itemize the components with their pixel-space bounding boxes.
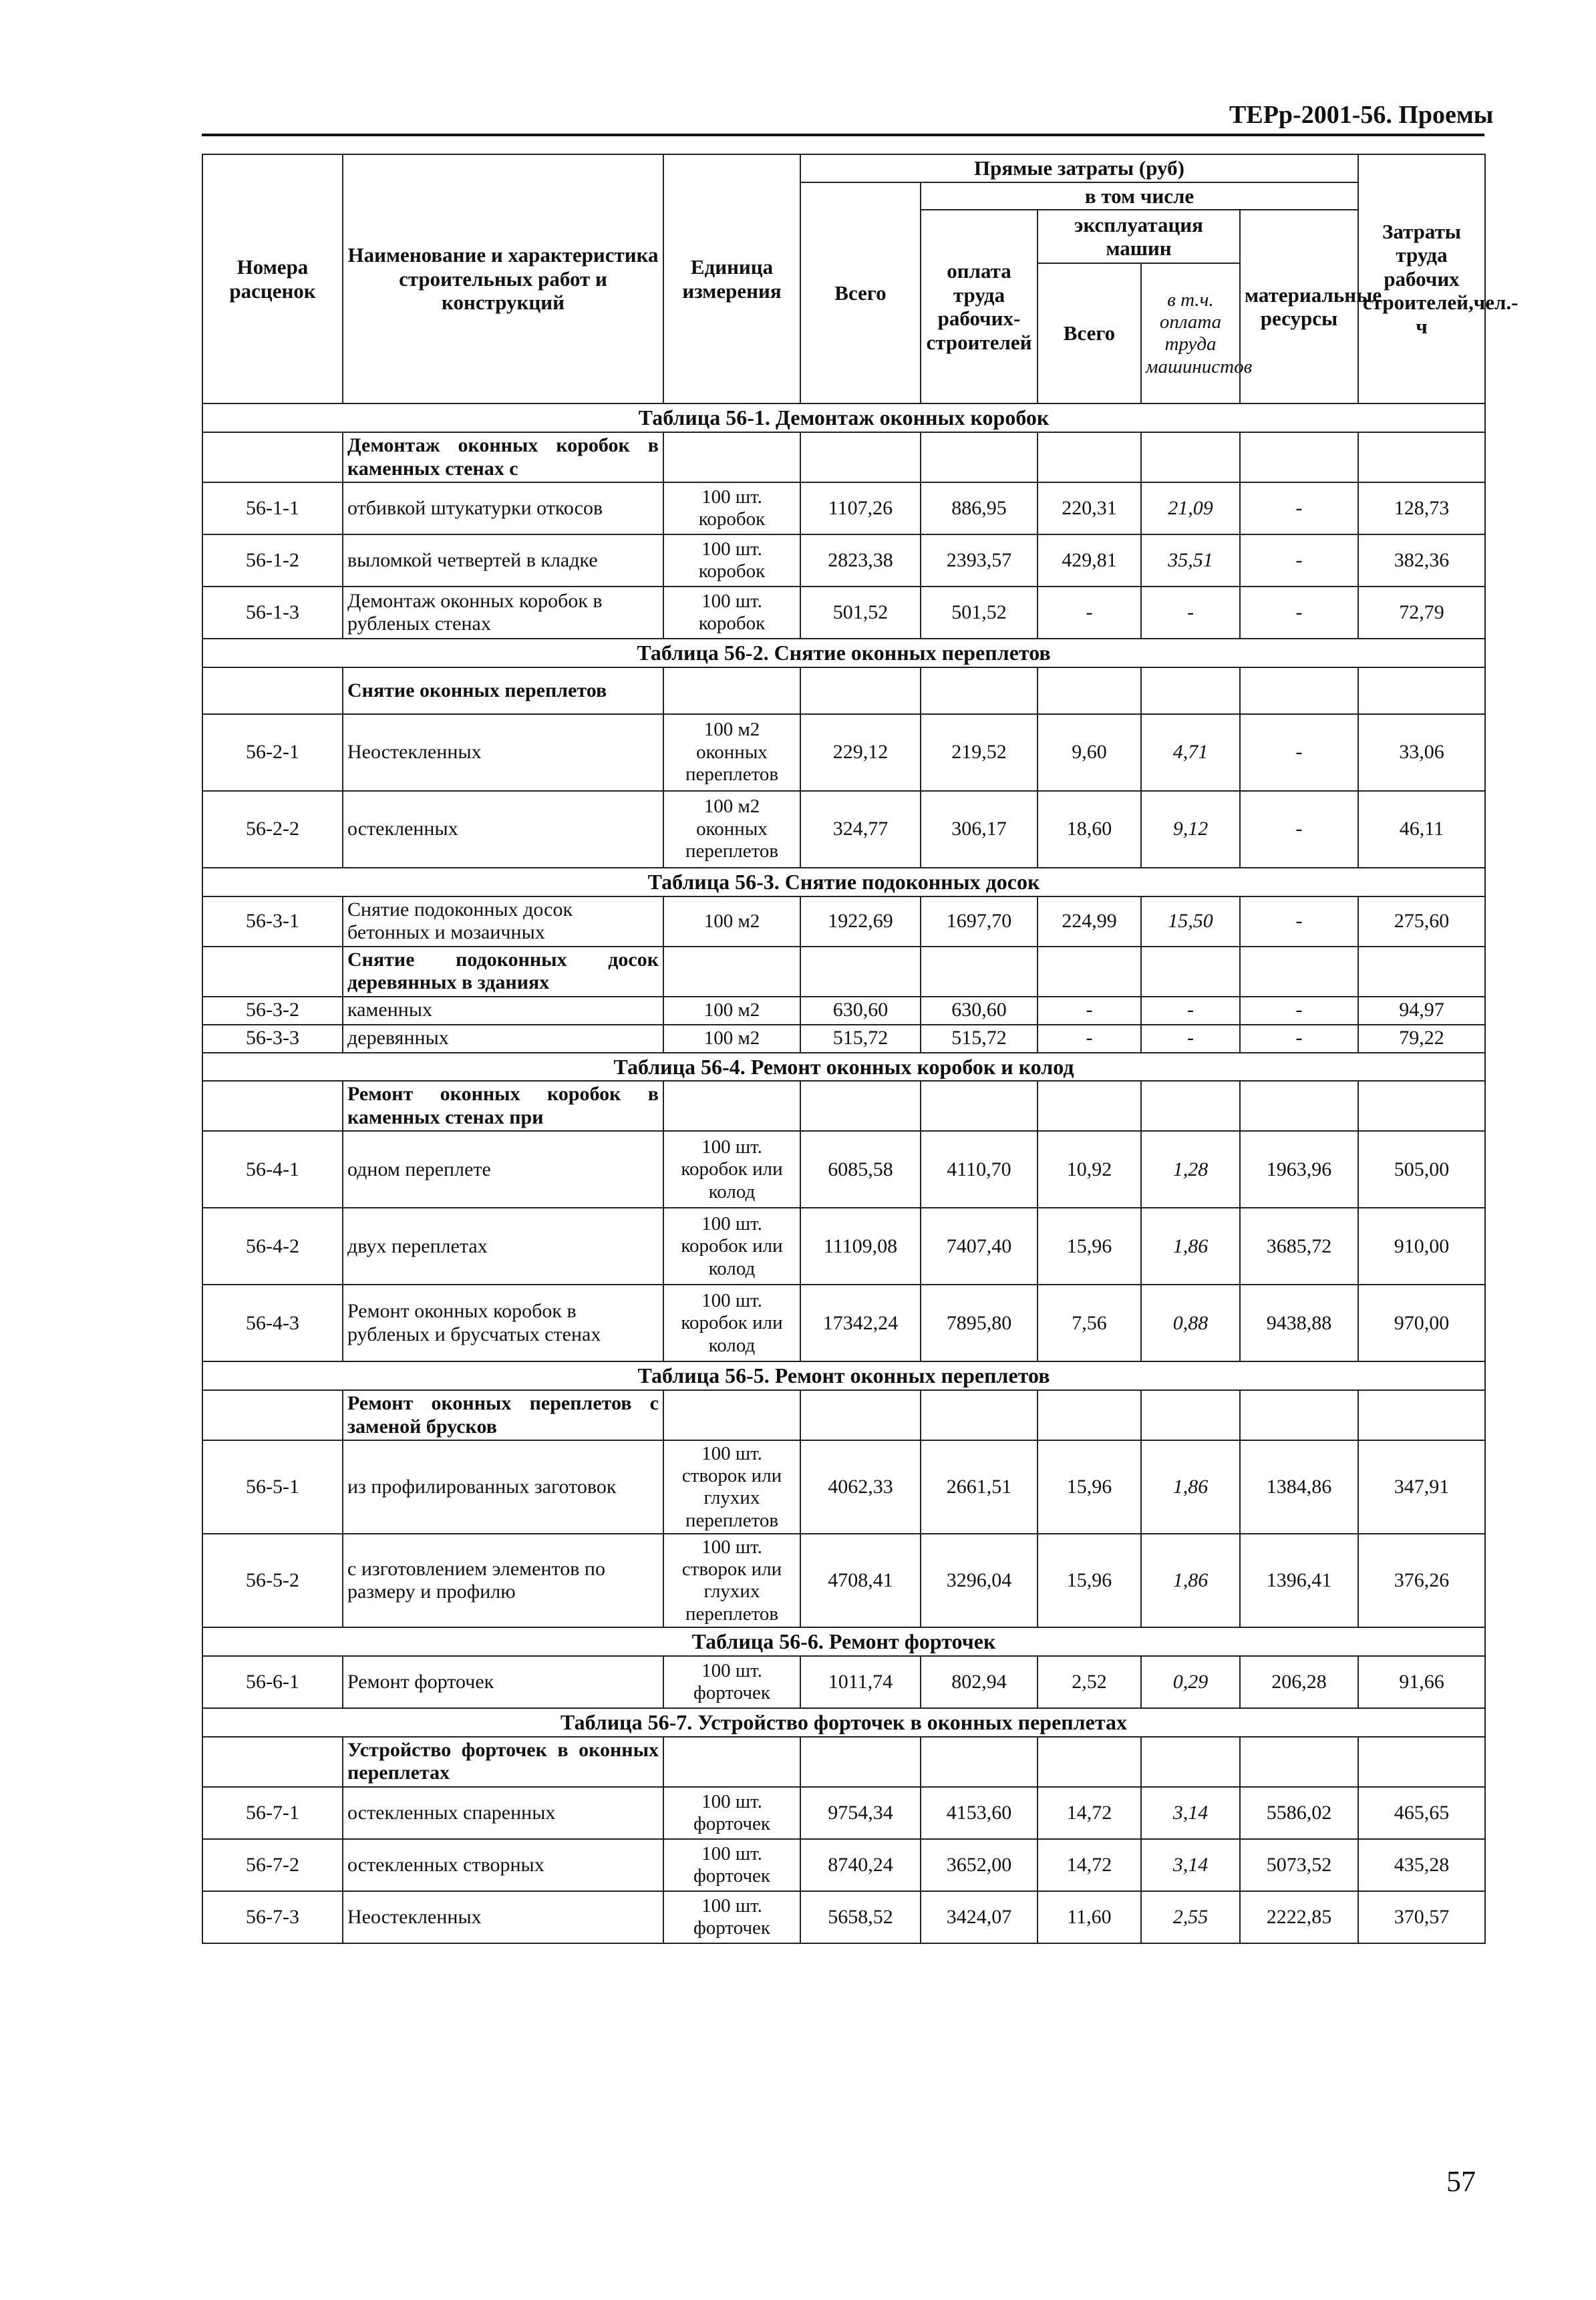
- materials-cost: -: [1240, 896, 1358, 947]
- machine-cost: -: [1038, 587, 1141, 639]
- rate-code: 56-4-3: [202, 1285, 343, 1361]
- unit-cell: 100 м2: [663, 1025, 800, 1053]
- empty-cell: [1038, 1390, 1141, 1440]
- table-row: [202, 997, 1485, 1025]
- table-row: [202, 534, 1485, 587]
- machine-wage-cost: 2,55: [1141, 1891, 1240, 1943]
- materials-cost: 206,28: [1240, 1656, 1358, 1708]
- work-name: выломкой четвертей в кладке: [343, 534, 663, 587]
- col-code-header: Номера расценок: [202, 154, 343, 403]
- rate-code: 56-3-1: [202, 896, 343, 947]
- page-header-title: ТЕРр-2001-56. Проемы: [1229, 101, 1494, 129]
- machine-wage-cost: 3,14: [1141, 1787, 1240, 1839]
- machine-cost: -: [1038, 1025, 1141, 1053]
- labor-cost: 46,11: [1358, 791, 1485, 868]
- labor-cost: 910,00: [1358, 1208, 1485, 1285]
- labor-cost: 94,97: [1358, 997, 1485, 1025]
- wage-cost: 630,60: [921, 997, 1038, 1025]
- machine-wage-cost: 1,86: [1141, 1208, 1240, 1285]
- labor-cost: 465,65: [1358, 1787, 1485, 1839]
- materials-cost: 1963,96: [1240, 1131, 1358, 1208]
- empty-cell: [1240, 667, 1358, 714]
- total-cost: 630,60: [800, 997, 921, 1025]
- table-row: [202, 482, 1485, 534]
- table-row: [202, 1839, 1485, 1891]
- section-title: Таблица 56-4. Ремонт оконных коробок и колод: [202, 1053, 1485, 1082]
- empty-cell: [663, 1737, 800, 1787]
- labor-cost: 128,73: [1358, 482, 1485, 534]
- empty-cell: [921, 667, 1038, 714]
- materials-cost: -: [1240, 791, 1358, 868]
- unit-cell: 100 шт. створок или глухих переплетов: [663, 1440, 800, 1534]
- empty-cell: [663, 667, 800, 714]
- rate-code: 56-1-1: [202, 482, 343, 534]
- page-number: 57: [1446, 2165, 1476, 2198]
- empty-cell: [800, 432, 921, 482]
- table-row: [202, 1131, 1485, 1208]
- empty-cell: [1141, 432, 1240, 482]
- col-wage-header: оплата труда рабочих-строителей: [921, 210, 1038, 403]
- empty-cell: [921, 432, 1038, 482]
- rate-code: 56-4-2: [202, 1208, 343, 1285]
- col-materials-header: материальные ресурсы: [1240, 210, 1358, 403]
- work-name: из профилированных заготовок: [343, 1440, 663, 1534]
- empty-cell: [663, 1081, 800, 1131]
- materials-cost: 5073,52: [1240, 1839, 1358, 1891]
- group-name: Снятие подоконных досок деревянных в зданиях: [343, 947, 663, 997]
- work-name: Ремонт оконных коробок в рубленых и брусчатых стенах: [343, 1285, 663, 1361]
- total-cost: 4062,33: [800, 1440, 921, 1534]
- materials-cost: 1396,41: [1240, 1534, 1358, 1627]
- section-title-row: [202, 1361, 1485, 1390]
- total-cost: 1011,74: [800, 1656, 921, 1708]
- work-name: отбивкой штукатурки откосов: [343, 482, 663, 534]
- empty-cell: [800, 1081, 921, 1131]
- labor-cost: 33,06: [1358, 714, 1485, 791]
- rate-code: 56-1-2: [202, 534, 343, 587]
- materials-cost: 1384,86: [1240, 1440, 1358, 1534]
- work-name: остекленных: [343, 791, 663, 868]
- machine-cost: 18,60: [1038, 791, 1141, 868]
- incl-header: в том числе: [921, 182, 1358, 210]
- labor-cost: 347,91: [1358, 1440, 1485, 1534]
- empty-cell: [202, 1081, 343, 1131]
- machine-cost: 9,60: [1038, 714, 1141, 791]
- table-row: [202, 1285, 1485, 1361]
- wage-cost: 4110,70: [921, 1131, 1038, 1208]
- empty-cell: [1358, 432, 1485, 482]
- group-name: Ремонт оконных переплетов с заменой брусков: [343, 1390, 663, 1440]
- unit-cell: 100 шт. коробок: [663, 534, 800, 587]
- rate-code: 56-5-2: [202, 1534, 343, 1627]
- empty-cell: [1141, 1390, 1240, 1440]
- empty-cell: [1358, 1081, 1485, 1131]
- total-cost: 9754,34: [800, 1787, 921, 1839]
- table-row: [202, 587, 1485, 639]
- machine-cost: -: [1038, 997, 1141, 1025]
- empty-cell: [1141, 667, 1240, 714]
- wage-cost: 7407,40: [921, 1208, 1038, 1285]
- unit-cell: 100 шт. коробок или колод: [663, 1131, 800, 1208]
- wage-cost: 515,72: [921, 1025, 1038, 1053]
- col-name-header: Наименование и характеристика строительных работ и конструкций: [343, 154, 663, 403]
- machine-wage-cost: -: [1141, 587, 1240, 639]
- total-cost: 229,12: [800, 714, 921, 791]
- wage-cost: 7895,80: [921, 1285, 1038, 1361]
- machine-wage-cost: -: [1141, 1025, 1240, 1053]
- total-cost: 4708,41: [800, 1534, 921, 1627]
- empty-cell: [800, 947, 921, 997]
- group-row: [202, 947, 1485, 997]
- labor-cost: 370,57: [1358, 1891, 1485, 1943]
- unit-cell: 100 м2: [663, 896, 800, 947]
- group-row: [202, 1081, 1485, 1131]
- materials-cost: -: [1240, 714, 1358, 791]
- rate-code: 56-7-3: [202, 1891, 343, 1943]
- work-name: Ремонт форточек: [343, 1656, 663, 1708]
- materials-cost: -: [1240, 1025, 1358, 1053]
- wage-cost: 306,17: [921, 791, 1038, 868]
- table-row: [202, 1891, 1485, 1943]
- empty-cell: [921, 1737, 1038, 1787]
- work-name: каменных: [343, 997, 663, 1025]
- total-cost: 324,77: [800, 791, 921, 868]
- rate-code: 56-3-2: [202, 997, 343, 1025]
- group-name: Устройство форточек в оконных переплетах: [343, 1737, 663, 1787]
- direct-costs-header: Прямые затраты (руб): [800, 154, 1358, 182]
- total-cost: 1922,69: [800, 896, 921, 947]
- wage-cost: 2393,57: [921, 534, 1038, 587]
- empty-cell: [1038, 667, 1141, 714]
- section-title-row: [202, 868, 1485, 896]
- section-title-row: [202, 639, 1485, 667]
- total-cost: 11109,08: [800, 1208, 921, 1285]
- unit-cell: 100 шт. коробок: [663, 482, 800, 534]
- empty-cell: [1358, 667, 1485, 714]
- rates-table: [202, 154, 1519, 1944]
- unit-cell: 100 шт. коробок или колод: [663, 1208, 800, 1285]
- rate-code: 56-2-2: [202, 791, 343, 868]
- table-header: [202, 154, 1519, 403]
- table-row: [202, 1656, 1485, 1708]
- wage-cost: 4153,60: [921, 1787, 1038, 1839]
- labor-cost: 91,66: [1358, 1656, 1485, 1708]
- col-unit-header: Единица измерения: [663, 154, 800, 403]
- work-name: остекленных спаренных: [343, 1787, 663, 1839]
- wage-cost: 501,52: [921, 587, 1038, 639]
- total-cost: 6085,58: [800, 1131, 921, 1208]
- materials-cost: 3685,72: [1240, 1208, 1358, 1285]
- empty-cell: [663, 432, 800, 482]
- labor-cost: 435,28: [1358, 1839, 1485, 1891]
- rate-code: 56-2-1: [202, 714, 343, 791]
- group-row: [202, 1390, 1485, 1440]
- empty-cell: [1141, 1737, 1240, 1787]
- total-cost: 515,72: [800, 1025, 921, 1053]
- empty-cell: [800, 1390, 921, 1440]
- group-name: Ремонт оконных коробок в каменных стенах при: [343, 1081, 663, 1131]
- empty-cell: [1240, 1737, 1358, 1787]
- empty-cell: [800, 667, 921, 714]
- labor-cost: 970,00: [1358, 1285, 1485, 1361]
- section-title: Таблица 56-1. Демонтаж оконных коробок: [202, 403, 1485, 432]
- total-cost: 17342,24: [800, 1285, 921, 1361]
- wage-cost: 3424,07: [921, 1891, 1038, 1943]
- work-name: Демонтаж оконных коробок в рубленых стенах: [343, 587, 663, 639]
- work-name: двух переплетах: [343, 1208, 663, 1285]
- col-machine-total-header: Всего: [1038, 263, 1141, 403]
- empty-cell: [1240, 1390, 1358, 1440]
- rate-code: 56-6-1: [202, 1656, 343, 1708]
- group-row: [202, 432, 1485, 482]
- col-total-header: Всего: [800, 182, 921, 404]
- wage-cost: 3652,00: [921, 1839, 1038, 1891]
- empty-cell: [663, 1390, 800, 1440]
- table-row: [202, 1534, 1485, 1627]
- empty-cell: [1358, 1737, 1485, 1787]
- empty-cell: [202, 667, 343, 714]
- empty-cell: [663, 947, 800, 997]
- section-title-row: [202, 1053, 1485, 1082]
- section-title-row: [202, 403, 1485, 432]
- total-cost: 8740,24: [800, 1839, 921, 1891]
- section-title: Таблица 56-5. Ремонт оконных переплетов: [202, 1361, 1485, 1390]
- empty-cell: [202, 1737, 343, 1787]
- section-title-row: [202, 1708, 1485, 1737]
- machine-wage-cost: 21,09: [1141, 482, 1240, 534]
- empty-cell: [1038, 432, 1141, 482]
- unit-cell: 100 шт. форточек: [663, 1891, 800, 1943]
- machine-wage-cost: 1,86: [1141, 1440, 1240, 1534]
- empty-cell: [1240, 1081, 1358, 1131]
- wage-cost: 2661,51: [921, 1440, 1038, 1534]
- unit-cell: 100 шт. форточек: [663, 1839, 800, 1891]
- machine-cost: 11,60: [1038, 1891, 1141, 1943]
- header-rule: [202, 134, 1484, 136]
- total-cost: 1107,26: [800, 482, 921, 534]
- group-row: [202, 667, 1485, 714]
- section-title: Таблица 56-6. Ремонт форточек: [202, 1627, 1485, 1656]
- materials-cost: -: [1240, 534, 1358, 587]
- group-name: Снятие оконных переплетов: [343, 667, 663, 714]
- machine-cost: 220,31: [1038, 482, 1141, 534]
- rate-code: 56-3-3: [202, 1025, 343, 1053]
- materials-cost: 5586,02: [1240, 1787, 1358, 1839]
- unit-cell: 100 шт. форточек: [663, 1656, 800, 1708]
- unit-cell: 100 шт. форточек: [663, 1787, 800, 1839]
- unit-cell: 100 шт. коробок или колод: [663, 1285, 800, 1361]
- machine-header: эксплуатация машин: [1038, 210, 1240, 263]
- empty-cell: [1240, 947, 1358, 997]
- unit-cell: 100 м2: [663, 997, 800, 1025]
- wage-cost: 886,95: [921, 482, 1038, 534]
- labor-cost: 382,36: [1358, 534, 1485, 587]
- machine-wage-cost: 1,86: [1141, 1534, 1240, 1627]
- labor-cost: 275,60: [1358, 896, 1485, 947]
- machine-wage-cost: 4,71: [1141, 714, 1240, 791]
- rate-code: 56-4-1: [202, 1131, 343, 1208]
- machine-wage-cost: 1,28: [1141, 1131, 1240, 1208]
- total-cost: 2823,38: [800, 534, 921, 587]
- machine-cost: 14,72: [1038, 1787, 1141, 1839]
- empty-cell: [1240, 432, 1358, 482]
- col-machine-wage-header: в т.ч. оплата труда машинистов: [1141, 263, 1240, 403]
- unit-cell: 100 шт. коробок: [663, 587, 800, 639]
- materials-cost: -: [1240, 482, 1358, 534]
- machine-cost: 14,72: [1038, 1839, 1141, 1891]
- work-name: с изготовлением элементов по размеру и профилю: [343, 1534, 663, 1627]
- section-title: Таблица 56-7. Устройство форточек в оконных переплетах: [202, 1708, 1485, 1737]
- work-name: остекленных створных: [343, 1839, 663, 1891]
- table-row: [202, 1787, 1485, 1839]
- machine-wage-cost: 9,12: [1141, 791, 1240, 868]
- empty-cell: [921, 1081, 1038, 1131]
- materials-cost: 2222,85: [1240, 1891, 1358, 1943]
- empty-cell: [1358, 1390, 1485, 1440]
- empty-cell: [1038, 1081, 1141, 1131]
- empty-cell: [202, 432, 343, 482]
- machine-wage-cost: 0,88: [1141, 1285, 1240, 1361]
- empty-cell: [1358, 947, 1485, 997]
- machine-wage-cost: -: [1141, 997, 1240, 1025]
- empty-cell: [921, 1390, 1038, 1440]
- labor-cost: 72,79: [1358, 587, 1485, 639]
- rate-code: 56-7-1: [202, 1787, 343, 1839]
- table-row: [202, 1208, 1485, 1285]
- table-row: [202, 791, 1485, 868]
- materials-cost: -: [1240, 587, 1358, 639]
- machine-cost: 7,56: [1038, 1285, 1141, 1361]
- section-title: Таблица 56-3. Снятие подоконных досок: [202, 868, 1485, 896]
- labor-cost: 505,00: [1358, 1131, 1485, 1208]
- machine-wage-cost: 15,50: [1141, 896, 1240, 947]
- wage-cost: 1697,70: [921, 896, 1038, 947]
- labor-cost: 79,22: [1358, 1025, 1485, 1053]
- empty-cell: [202, 947, 343, 997]
- rate-code: 56-7-2: [202, 1839, 343, 1891]
- work-name: одном переплете: [343, 1131, 663, 1208]
- wage-cost: 802,94: [921, 1656, 1038, 1708]
- work-name: Неостекленных: [343, 1891, 663, 1943]
- total-cost: 501,52: [800, 587, 921, 639]
- labor-cost: 376,26: [1358, 1534, 1485, 1627]
- empty-cell: [1141, 1081, 1240, 1131]
- empty-cell: [800, 1737, 921, 1787]
- rate-code: 56-1-3: [202, 587, 343, 639]
- materials-cost: -: [1240, 997, 1358, 1025]
- table-row: [202, 1440, 1485, 1534]
- empty-cell: [1038, 1737, 1141, 1787]
- machine-cost: 429,81: [1038, 534, 1141, 587]
- machine-cost: 15,96: [1038, 1208, 1141, 1285]
- machine-wage-cost: 3,14: [1141, 1839, 1240, 1891]
- unit-cell: 100 шт. створок или глухих переплетов: [663, 1534, 800, 1627]
- table-row: [202, 1025, 1485, 1053]
- machine-cost: 15,96: [1038, 1534, 1141, 1627]
- empty-cell: [202, 1390, 343, 1440]
- work-name: Снятие подоконных досок бетонных и мозаичных: [343, 896, 663, 947]
- machine-wage-cost: 0,29: [1141, 1656, 1240, 1708]
- unit-cell: 100 м2 оконных переплетов: [663, 714, 800, 791]
- work-name: Неостекленных: [343, 714, 663, 791]
- table-row: [202, 714, 1485, 791]
- machine-wage-cost: 35,51: [1141, 534, 1240, 587]
- machine-cost: 224,99: [1038, 896, 1141, 947]
- materials-cost: 9438,88: [1240, 1285, 1358, 1361]
- table-row: [202, 896, 1485, 947]
- rate-code: 56-5-1: [202, 1440, 343, 1534]
- empty-cell: [1141, 947, 1240, 997]
- wage-cost: 3296,04: [921, 1534, 1038, 1627]
- wage-cost: 219,52: [921, 714, 1038, 791]
- col-labor-header: Затраты труда рабочих строителей,чел.-ч: [1358, 154, 1485, 403]
- machine-cost: 10,92: [1038, 1131, 1141, 1208]
- group-name: Демонтаж оконных коробок в каменных стенах с: [343, 432, 663, 482]
- empty-cell: [1038, 947, 1141, 997]
- empty-cell: [921, 947, 1038, 997]
- group-row: [202, 1737, 1485, 1787]
- unit-cell: 100 м2 оконных переплетов: [663, 791, 800, 868]
- machine-cost: 15,96: [1038, 1440, 1141, 1534]
- machine-cost: 2,52: [1038, 1656, 1141, 1708]
- total-cost: 5658,52: [800, 1891, 921, 1943]
- work-name: деревянных: [343, 1025, 663, 1053]
- table-body: [202, 403, 1485, 1943]
- section-title-row: [202, 1627, 1485, 1656]
- section-title: Таблица 56-2. Снятие оконных переплетов: [202, 639, 1485, 667]
